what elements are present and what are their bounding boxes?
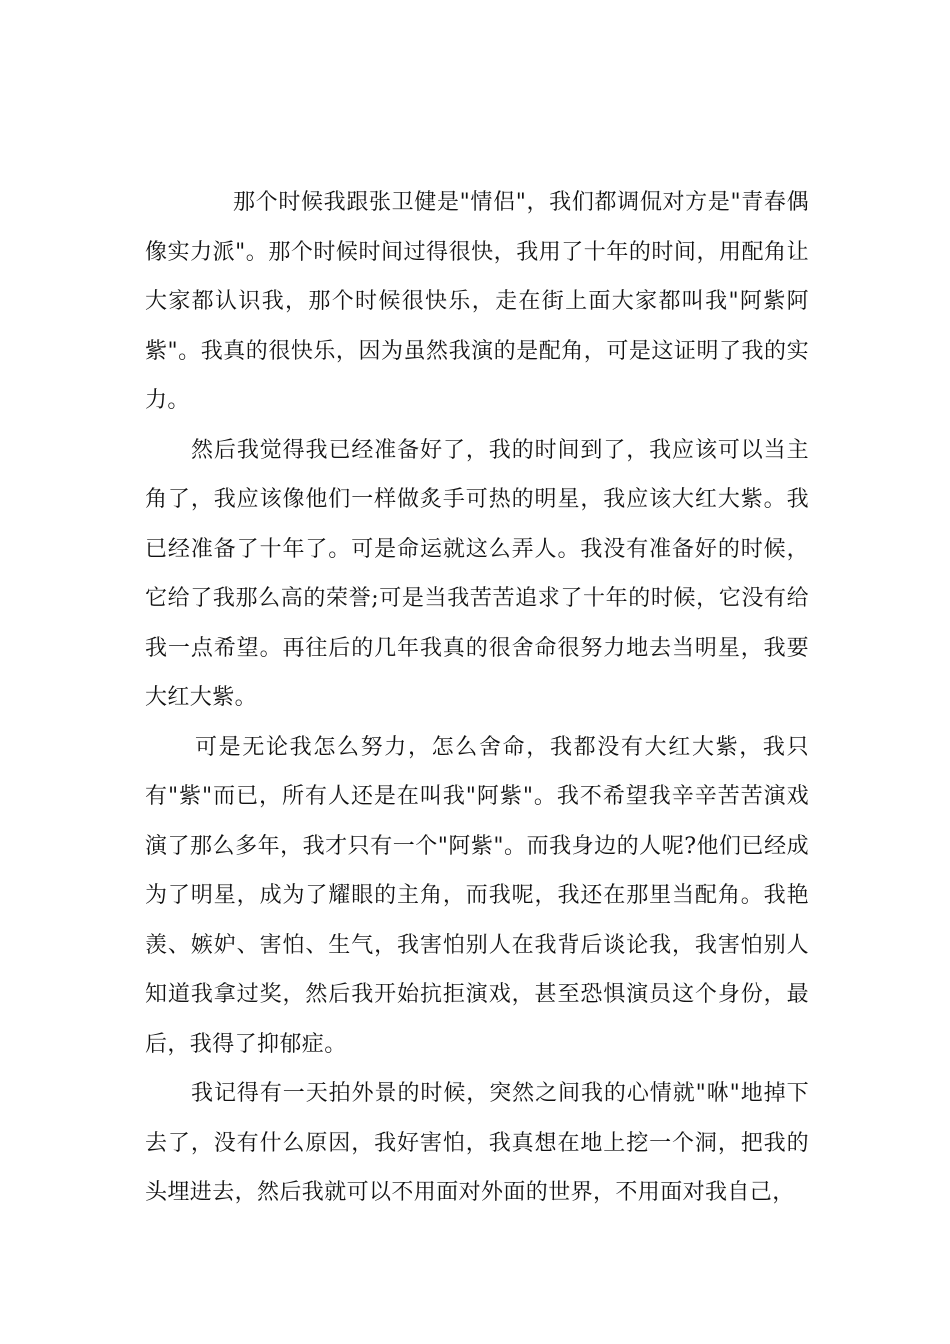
paragraph-1: 那个时候我跟张卫健是"情侣"，我们都调侃对方是"青春偶像实力派"。那个时候时间过得很快，我用了十年的时间，用配角让大家都认识我，那个时候很快乐，走在街上面大家都叫我"阿紫阿紫"。我真的很快乐，因为虽然我演的是配角，可是这证明了我的实力。 (145, 190, 809, 413)
paragraph-2: 然后我觉得我已经准备好了，我的时间到了，我应该可以当主角了，我应该像他们一样做炙手可热的明星，我应该大红大紫。我已经准备了十年了。可是命运就这么弄人。我没有准备好的时候，它给了我那么高的荣誉;可是当我苦苦追求了十年的时候，它没有给我一点希望。再往后的几年我真的很舍命很努力地去当明星，我要大红大紫。 (145, 437, 809, 710)
paragraph-3: 可是无论我怎么努力，怎么舍命，我都没有大红大紫，我只有"紫"而已，所有人还是在叫我"阿紫"。我不希望我辛辛苦苦演戏演了那么多年，我才只有一个"阿紫"。而我身边的人呢?他们已经成为了明星，成为了耀眼的主角，而我呢，我还在那里当配角。我艳羡、嫉妒、害怕、生气，我害怕别人在我背后谈论我，我害怕别人知道我拿过奖，然后我开始抗拒演戏，甚至恐惧演员这个身份，最后，我得了抑郁症。 (145, 734, 809, 1057)
document-body (145, 178, 809, 1218)
paragraph-4: 我记得有一天拍外景的时候，突然之间我的心情就"咻"地掉下去了，没有什么原因，我好害怕，我真想在地上挖一个洞，把我的头埋进去，然后我就可以不用面对外面的世界，不用面对我自己， (145, 1081, 809, 1205)
